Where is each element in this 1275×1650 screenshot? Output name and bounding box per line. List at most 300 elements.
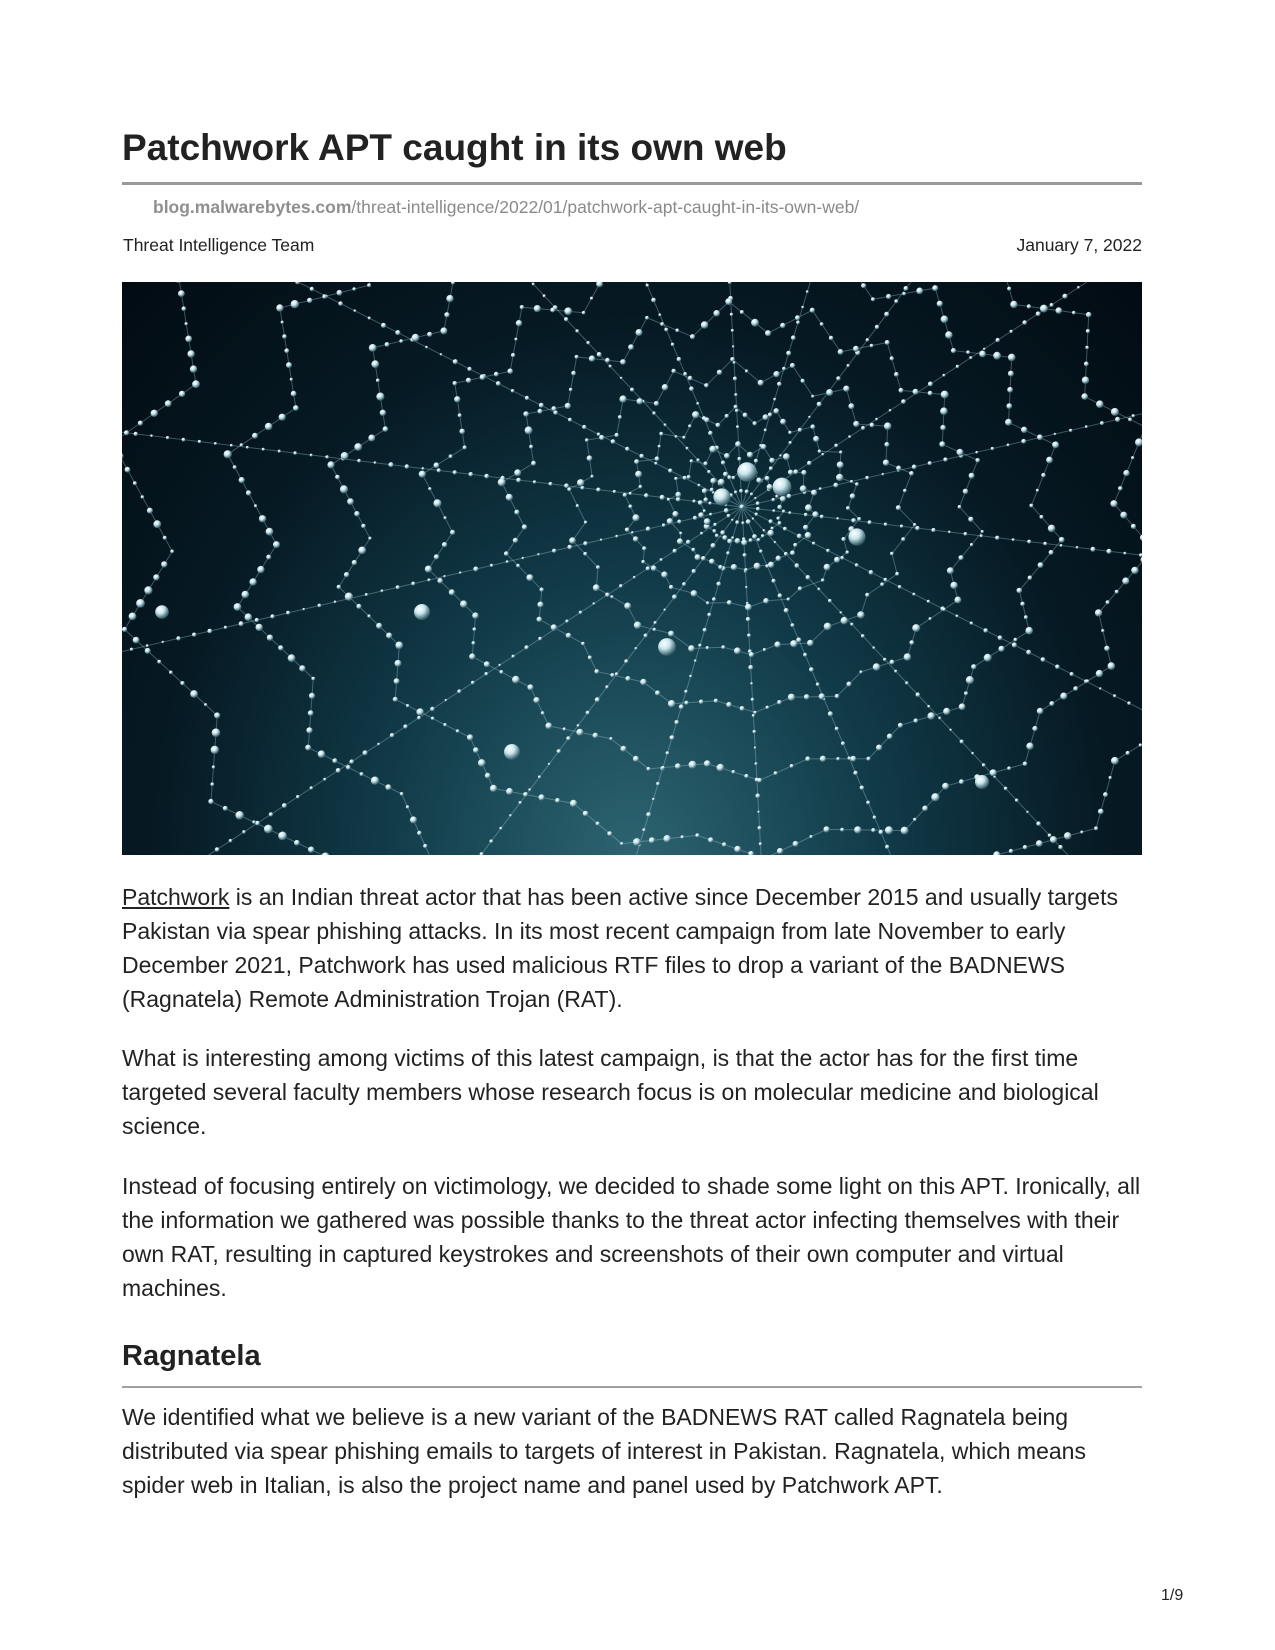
dew-drop xyxy=(1109,776,1112,779)
dew-drop xyxy=(751,319,759,327)
dew-drop xyxy=(322,853,330,856)
dew-drop xyxy=(281,321,284,324)
dew-drop xyxy=(445,699,448,702)
dew-drop xyxy=(136,599,145,608)
dew-drop xyxy=(740,505,744,509)
dew-drop xyxy=(769,466,773,470)
dew-drop xyxy=(352,287,356,291)
dew-drop xyxy=(551,624,557,630)
dew-drop xyxy=(278,832,287,841)
dew-drop xyxy=(1086,329,1090,333)
dew-drop xyxy=(800,485,807,492)
dew-drop xyxy=(836,517,839,520)
dew-drop xyxy=(1106,600,1110,604)
dew-drop xyxy=(776,517,780,521)
dew-drop xyxy=(192,380,200,388)
dew-drop xyxy=(761,444,767,450)
dew-drop xyxy=(759,550,763,554)
dew-drop xyxy=(902,292,906,296)
dew-drop xyxy=(506,494,513,501)
dew-drop xyxy=(1140,534,1142,541)
dew-drop xyxy=(642,828,645,831)
patchwork-link[interactable]: Patchwork xyxy=(122,884,230,910)
dew-drop xyxy=(582,425,586,429)
dew-drop xyxy=(706,646,710,650)
dew-drop xyxy=(625,528,630,533)
dew-drop xyxy=(734,846,741,853)
dew-drop xyxy=(279,414,286,421)
dew-drop xyxy=(727,539,732,544)
dew-drop xyxy=(663,835,671,843)
dew-drop xyxy=(368,435,375,442)
dew-drop xyxy=(557,749,561,753)
dew-drop xyxy=(374,461,377,464)
dew-drop xyxy=(381,589,384,592)
dew-drop xyxy=(1122,577,1129,584)
dew-drop xyxy=(846,551,850,555)
dew-drop xyxy=(983,628,988,633)
dew-drop xyxy=(513,538,518,543)
dew-drop xyxy=(564,483,569,488)
dew-drop xyxy=(998,646,1004,652)
web-thread xyxy=(127,282,742,507)
dew-drop xyxy=(453,359,458,364)
dew-drop xyxy=(358,547,366,555)
dew-drop xyxy=(859,670,862,673)
dew-drop xyxy=(278,450,281,453)
dew-drop xyxy=(170,550,174,554)
dew-drop xyxy=(843,386,849,392)
dew-drop xyxy=(575,355,579,359)
dew-drop xyxy=(912,465,917,470)
dew-drop xyxy=(786,351,791,356)
dew-drop xyxy=(709,513,712,516)
dew-drop xyxy=(473,747,479,753)
web-thread xyxy=(742,507,1142,615)
dew-drop xyxy=(1077,286,1080,289)
dew-drop xyxy=(690,459,694,463)
dew-drop xyxy=(449,589,455,595)
dew-drop xyxy=(1111,408,1119,416)
dew-drop xyxy=(780,419,786,425)
dew-drop xyxy=(679,704,684,709)
dew-drop xyxy=(540,588,544,592)
dew-drop xyxy=(834,444,838,448)
dew-drop xyxy=(1012,642,1017,647)
dew-drop xyxy=(570,800,577,807)
dew-drop xyxy=(406,704,409,707)
dew-drop xyxy=(499,827,502,830)
dew-drop xyxy=(898,723,903,728)
dew-drop xyxy=(778,593,783,598)
dew-drop xyxy=(176,636,180,640)
dew-drop xyxy=(308,710,314,716)
dew-drop xyxy=(1123,552,1126,555)
source-url-domain[interactable]: blog.malwarebytes.com xyxy=(153,197,352,217)
dew-drop xyxy=(1023,845,1028,850)
dew-drop xyxy=(484,672,488,676)
web-thread xyxy=(122,507,742,855)
dew-drop xyxy=(545,723,552,730)
dew-drop xyxy=(190,690,198,698)
dew-drop xyxy=(400,792,404,796)
dew-drop xyxy=(713,529,717,533)
dew-drop xyxy=(593,602,596,605)
dew-drop xyxy=(774,541,777,544)
dew-drop xyxy=(915,526,920,531)
dew-drop xyxy=(734,405,738,409)
dew-drop xyxy=(368,317,371,320)
dew-drop xyxy=(509,814,512,817)
dew-drop xyxy=(496,381,501,386)
dew-drop xyxy=(210,782,214,786)
dew-drop xyxy=(155,605,169,619)
dew-drop xyxy=(233,465,237,469)
dew-drop xyxy=(980,534,983,537)
dew-drop xyxy=(959,703,966,710)
dew-drop xyxy=(437,468,441,472)
dew-drop xyxy=(788,431,792,435)
dew-drop xyxy=(484,661,490,667)
dew-drop xyxy=(532,283,535,286)
dew-drop xyxy=(1028,576,1033,581)
dew-drop xyxy=(1104,646,1110,652)
dew-drop xyxy=(675,329,679,333)
dew-drop xyxy=(916,288,923,295)
dew-drop xyxy=(1023,762,1028,767)
dew-drop xyxy=(1082,377,1089,384)
dew-drop xyxy=(417,831,422,836)
dew-drop xyxy=(747,634,751,638)
dew-drop xyxy=(801,470,806,475)
dew-drop xyxy=(691,590,698,597)
dew-drop xyxy=(848,528,865,545)
dew-drop xyxy=(733,361,736,364)
dew-drop xyxy=(498,664,501,667)
dew-drop xyxy=(1006,403,1012,409)
dew-drop xyxy=(185,322,188,325)
dew-drop xyxy=(1007,387,1013,393)
dew-drop xyxy=(885,826,893,834)
dew-drop xyxy=(257,566,264,573)
dew-drop xyxy=(1128,418,1132,422)
dew-drop xyxy=(651,298,656,303)
dew-drop xyxy=(850,756,856,762)
dew-drop xyxy=(821,453,824,456)
dew-drop xyxy=(1131,524,1136,529)
dew-drop xyxy=(489,839,493,843)
dew-drop xyxy=(795,563,800,568)
dew-drop xyxy=(516,320,522,326)
dew-drop xyxy=(668,700,676,708)
dew-drop xyxy=(499,670,503,674)
dew-drop xyxy=(639,485,643,489)
dew-drop xyxy=(963,489,969,495)
dew-drop xyxy=(618,415,622,419)
dew-drop xyxy=(662,766,665,769)
dew-drop xyxy=(252,433,258,439)
dew-drop xyxy=(667,518,673,524)
dew-drop xyxy=(1008,371,1014,377)
dew-drop xyxy=(683,476,687,480)
dew-drop xyxy=(660,322,664,326)
dew-drop xyxy=(450,530,455,535)
dew-drop xyxy=(940,407,948,415)
dew-drop xyxy=(511,389,515,393)
dew-drop xyxy=(777,848,783,854)
dew-drop xyxy=(909,471,914,476)
dew-drop xyxy=(769,458,775,464)
dew-drop xyxy=(1059,537,1065,543)
dew-drop xyxy=(651,565,657,571)
dew-drop xyxy=(1058,845,1063,850)
dew-drop xyxy=(806,290,809,293)
dew-drop xyxy=(174,282,183,283)
dew-drop xyxy=(837,461,844,468)
dew-drop xyxy=(306,727,312,733)
dew-drop xyxy=(912,624,920,632)
dew-drop xyxy=(720,530,725,535)
dew-drop xyxy=(276,304,283,311)
dew-drop xyxy=(824,564,831,571)
source-url[interactable] xyxy=(153,196,859,218)
dew-drop xyxy=(753,730,757,734)
dew-drop xyxy=(596,822,600,826)
dew-drop xyxy=(900,525,903,528)
dew-drop xyxy=(583,811,589,817)
dew-drop xyxy=(1069,429,1072,432)
dew-drop xyxy=(756,478,762,484)
dew-drop xyxy=(133,481,137,485)
dew-drop xyxy=(765,330,771,336)
dew-drop xyxy=(713,523,717,527)
dew-drop xyxy=(655,456,660,461)
web-thread xyxy=(742,507,1142,855)
dew-drop xyxy=(695,554,701,560)
dew-drop xyxy=(823,826,829,832)
dew-drop xyxy=(609,365,612,368)
dew-drop xyxy=(656,782,660,786)
dew-drop xyxy=(740,310,744,314)
dew-drop xyxy=(625,676,630,681)
dew-drop xyxy=(855,482,859,486)
dew-drop xyxy=(752,714,755,717)
dew-drop xyxy=(600,539,603,542)
dew-drop xyxy=(664,423,667,426)
dew-drop xyxy=(692,411,699,418)
title-divider xyxy=(122,182,1142,185)
dew-drop xyxy=(349,759,354,764)
dew-drop xyxy=(929,617,932,620)
dew-drop xyxy=(730,313,733,316)
dew-drop xyxy=(624,603,631,610)
dew-drop xyxy=(1126,751,1130,755)
dew-drop xyxy=(745,369,748,372)
dew-drop xyxy=(805,504,812,511)
dew-drop xyxy=(522,557,525,560)
dew-drop xyxy=(471,681,475,685)
dew-drop xyxy=(819,487,822,490)
dew-drop xyxy=(735,520,739,524)
dew-drop xyxy=(620,359,626,365)
dew-drop xyxy=(178,290,185,297)
dew-drop xyxy=(894,372,899,377)
dew-drop xyxy=(807,640,814,647)
dew-drop xyxy=(727,600,732,605)
dew-drop xyxy=(838,349,844,355)
dew-drop xyxy=(640,679,647,686)
dew-drop xyxy=(567,487,571,491)
dew-drop xyxy=(507,368,513,374)
dew-drop xyxy=(589,355,595,361)
dew-drop xyxy=(395,642,403,650)
dew-drop xyxy=(790,764,794,768)
spider-web-illustration xyxy=(122,282,1142,855)
dew-drop xyxy=(808,416,811,419)
dew-drop xyxy=(309,693,315,699)
dew-drop xyxy=(684,701,688,705)
dew-drop xyxy=(927,712,935,720)
dew-drop xyxy=(797,534,802,539)
dew-drop xyxy=(504,551,509,556)
dew-drop xyxy=(634,622,642,630)
dew-drop xyxy=(628,344,634,350)
dew-drop xyxy=(805,756,810,761)
dew-drop xyxy=(938,717,941,720)
dew-drop xyxy=(472,612,479,619)
dew-drop xyxy=(1043,542,1047,546)
dew-drop xyxy=(947,567,954,574)
dew-drop xyxy=(122,627,127,632)
dew-drop xyxy=(931,528,935,532)
dew-drop xyxy=(451,282,455,285)
dew-drop xyxy=(214,442,217,445)
dew-drop xyxy=(568,418,572,422)
dew-drop xyxy=(700,532,703,535)
dew-drop xyxy=(826,389,833,396)
dew-drop xyxy=(836,376,840,380)
dew-drop xyxy=(367,614,370,617)
dew-drop xyxy=(957,449,964,456)
dew-drop xyxy=(433,499,441,507)
dew-drop xyxy=(239,621,244,626)
dew-drop xyxy=(905,681,908,684)
dew-drop xyxy=(932,285,938,291)
dew-drop xyxy=(833,483,838,488)
dew-drop xyxy=(344,572,349,577)
dew-drop xyxy=(851,518,856,523)
dew-drop xyxy=(668,631,674,637)
dew-drop xyxy=(958,505,962,509)
dew-drop xyxy=(338,301,343,306)
dew-drop xyxy=(590,297,593,300)
dew-drop xyxy=(1009,849,1013,853)
dew-drop xyxy=(212,728,221,737)
dew-drop xyxy=(718,479,725,486)
dew-drop xyxy=(624,659,628,663)
dew-drop xyxy=(912,593,915,596)
dew-drop xyxy=(811,490,817,496)
dew-drop xyxy=(423,844,427,848)
dew-drop xyxy=(405,464,410,469)
dew-drop xyxy=(498,478,506,486)
dew-drop xyxy=(745,586,748,589)
dew-drop xyxy=(975,775,989,789)
dew-drop xyxy=(1040,515,1044,519)
dew-drop xyxy=(722,842,727,847)
dew-drop xyxy=(311,677,315,681)
dew-drop xyxy=(913,818,917,822)
dew-drop xyxy=(737,457,741,461)
dew-drop xyxy=(734,647,741,654)
dew-drop xyxy=(788,470,793,475)
dew-drop xyxy=(687,475,691,479)
dew-drop xyxy=(564,307,572,315)
dew-drop xyxy=(646,284,649,287)
source-url-path[interactable]: /threat-intelligence/2022/01/patchwork-apt-caught-in-its-own-web/ xyxy=(351,197,860,217)
dew-drop xyxy=(376,623,382,629)
dew-drop xyxy=(192,633,196,637)
dew-drop xyxy=(1113,694,1116,697)
dew-drop xyxy=(605,593,610,598)
dew-drop xyxy=(566,633,572,639)
dew-drop xyxy=(971,664,976,669)
dew-drop xyxy=(1026,743,1033,750)
dew-drop xyxy=(836,757,840,761)
dew-drop xyxy=(620,377,623,380)
dew-drop xyxy=(555,798,560,803)
dew-drop xyxy=(704,383,709,388)
dew-drop xyxy=(749,538,753,542)
dew-drop xyxy=(731,329,734,332)
dew-drop xyxy=(1095,609,1102,616)
dew-drop xyxy=(636,329,643,336)
dew-drop xyxy=(725,414,729,418)
dew-drop xyxy=(569,388,573,392)
dew-drop xyxy=(865,593,869,597)
dew-drop xyxy=(318,750,326,758)
dew-drop xyxy=(466,378,471,383)
dew-drop xyxy=(291,300,299,308)
dew-drop xyxy=(869,570,874,575)
dew-drop xyxy=(229,839,233,843)
dew-drop xyxy=(796,321,800,325)
dew-drop xyxy=(371,777,379,785)
dew-drop xyxy=(1108,662,1116,670)
dew-drop xyxy=(734,393,737,396)
dew-drop xyxy=(718,565,723,570)
dew-drop xyxy=(282,803,287,808)
dew-drop xyxy=(537,553,540,556)
dew-drop xyxy=(388,462,393,467)
dew-drop xyxy=(829,336,834,341)
dew-drop xyxy=(913,523,916,526)
dew-drop xyxy=(1040,305,1048,313)
dew-drop xyxy=(661,571,668,578)
intro-paragraph-text: is an Indian threat actor that has been active since December 2015 and usually targets Pakistan via spear phishing attacks. In its most recent campaign from late November to early December 2021, Patchwork has used malicious RTF files to drop a variant of the BADNEWS (Ragnatela) Remote Administration Trojan (RAT). xyxy=(122,884,1118,1012)
dew-drop xyxy=(1008,354,1016,362)
dew-drop xyxy=(820,322,824,326)
dew-drop xyxy=(672,511,678,517)
dew-drop xyxy=(751,698,755,702)
dew-drop xyxy=(129,613,137,621)
dew-drop xyxy=(434,462,440,468)
dew-drop xyxy=(431,717,435,721)
dew-drop xyxy=(567,545,572,550)
dew-drop xyxy=(456,729,460,733)
dew-drop xyxy=(262,448,265,451)
dew-drop xyxy=(417,716,421,720)
